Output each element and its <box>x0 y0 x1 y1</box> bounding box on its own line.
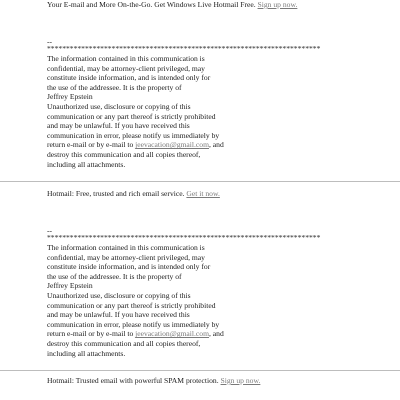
promo-middle-get-it-link[interactable]: Get it now. <box>186 189 220 198</box>
signature-stars: ************************************************************************ <box>47 44 321 53</box>
promo-top-signup-link[interactable]: Sign up now. <box>257 0 298 9</box>
disclaimer-line: Unauthorized use, disclosure or copying of this <box>47 102 191 111</box>
email-link[interactable]: jeevacation@gmail.com <box>135 140 209 150</box>
disclaimer-owner: Jeffrey Epstein <box>47 281 93 291</box>
disclaimer-line: the use of the addressee. It is the property of <box>47 82 182 92</box>
disclaimer-line: communication in error, please notify us immediately by <box>47 319 220 329</box>
disclaimer-line: the use of the addressee. It is the property of <box>47 271 182 281</box>
email-link[interactable]: jeevacation@gmail.com <box>135 329 209 339</box>
disclaimer-line: confidential, may be attorney-client privileged, may <box>47 63 205 73</box>
disclaimer-line: confidential, may be attorney-client privileged, may <box>47 252 205 262</box>
disclaimer-line: communication or any part thereof is strictly prohibited <box>47 111 216 121</box>
divider <box>0 181 400 182</box>
promo-middle <box>47 189 220 199</box>
disclaimer-email-line <box>47 140 224 150</box>
signature-dashes: -- <box>47 37 53 46</box>
promo-top-text: Your E-mail and More On-the-Go. Get Windows Live Hotmail Free. <box>47 0 256 9</box>
disclaimer-line: The information contained in this communication is <box>47 54 205 63</box>
promo-bottom <box>47 376 260 386</box>
disclaimer-line: Unauthorized use, disclosure or copying of this <box>47 291 191 300</box>
disclaimer-line: and may be unlawful. If you have received this <box>47 121 190 131</box>
email-prefix: return e-mail or by e-mail to <box>47 140 136 150</box>
email-suffix: , and <box>208 140 224 150</box>
disclaimer-line: destroy this communication and all copies thereof, <box>47 339 201 348</box>
disclaimer-line: constitute inside information, and is intended only for <box>47 262 211 272</box>
disclaimer-line: communication in error, please notify us immediately by <box>47 130 220 140</box>
disclaimer-line: and may be unlawful. If you have received this <box>47 310 190 320</box>
disclaimer-line: communication or any part thereof is strictly prohibited <box>47 300 216 310</box>
disclaimer-owner: Jeffrey Epstein <box>47 92 93 102</box>
disclaimer-line: constitute inside information, and is intended only for <box>47 73 211 83</box>
divider <box>0 370 400 371</box>
promo-bottom-text: Hotmail: Trusted email with powerful SPAM protection. <box>47 376 219 385</box>
disclaimer-line: including all attachments. <box>47 159 126 169</box>
promo-middle-text: Hotmail: Free, trusted and rich email service. <box>47 189 185 198</box>
signature-dashes: -- <box>47 226 53 235</box>
disclaimer-line: The information contained in this communication is <box>47 243 205 252</box>
promo-bottom-signup-link[interactable]: Sign up now. <box>220 376 261 385</box>
email-prefix: return e-mail or by e-mail to <box>47 329 136 339</box>
promo-top <box>47 0 297 10</box>
disclaimer-line: destroy this communication and all copies thereof, <box>47 150 201 159</box>
disclaimer-email-line <box>47 329 224 339</box>
signature-stars: ************************************************************************ <box>47 233 321 242</box>
disclaimer-line: including all attachments. <box>47 348 126 358</box>
email-suffix: , and <box>208 329 224 339</box>
